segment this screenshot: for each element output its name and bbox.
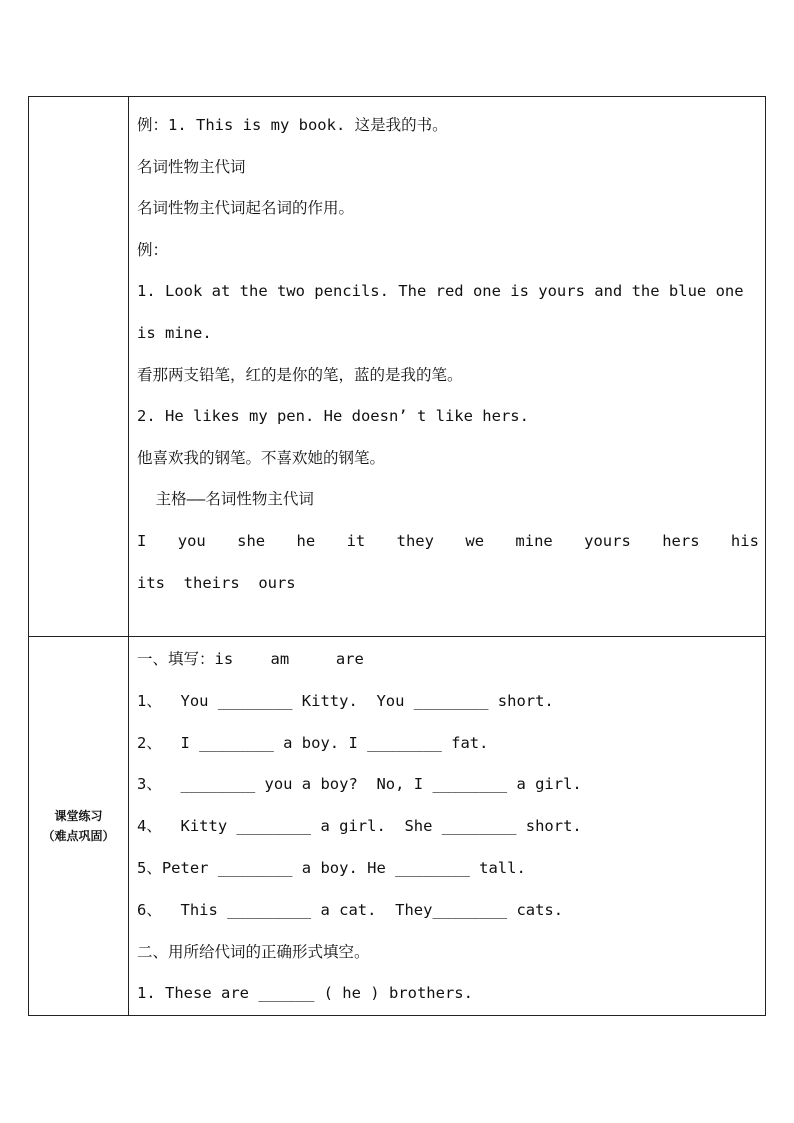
exercise-item-3: 3、 ________ you a boy? No, I ________ a girl. [137, 775, 582, 794]
exercise-item-6: 6、 This _________ a cat. They________ cats. [137, 900, 564, 919]
pronoun-word: yours [584, 531, 631, 550]
pronoun-word: he [296, 531, 316, 550]
practice-heading-1: 一、填写：is am are [137, 650, 364, 668]
practice-content [129, 637, 765, 1015]
pronoun-word: it [346, 531, 366, 550]
exercise-item-5: 5、Peter ________ a boy. He ________ tall. [137, 858, 526, 877]
example-line-2: 名词性物主代词 [137, 157, 246, 176]
pronoun-word: his [730, 531, 759, 550]
example-line-9: 他喜欢我的钢笔。不喜欢她的钢笔。 [137, 448, 386, 467]
example-row [29, 97, 766, 637]
pronoun-exercise-item-1: 1. These are ______ ( he ) brothers. [137, 984, 473, 1003]
example-content [129, 97, 765, 604]
pronoun-word: you [177, 531, 206, 550]
lesson-table [28, 96, 766, 1016]
pronoun-word: I [137, 531, 147, 550]
exercise-item-4: 4、 Kitty ________ a girl. She ________ short. [137, 817, 582, 836]
practice-label-subtitle: （难点巩固） [42, 829, 115, 844]
practice-heading-2: 二、用所给代词的正确形式填空。 [137, 942, 370, 961]
pronoun-word: hers [662, 531, 700, 550]
pronoun-word: we [465, 531, 485, 550]
example-line-8: 2. He likes my pen. He doesn’ t like hers. [137, 407, 529, 426]
example-line-1: 例：1. This is my book. 这是我的书。 [137, 116, 448, 134]
example-line-6: is mine. [137, 323, 212, 342]
example-content-cell [129, 97, 766, 637]
example-label-cell [29, 97, 129, 637]
practice-row [29, 637, 766, 1016]
pronoun-word-list [137, 521, 761, 563]
example-line-3: 名词性物主代词起名词的作用。 [137, 199, 355, 218]
example-line-10: 主格——名词性物主代词 [137, 490, 314, 509]
pronoun-word-list-continued: its theirs ours [137, 573, 296, 592]
example-line-7: 看那两支铅笔，红的是你的笔，蓝的是我的笔。 [137, 365, 463, 384]
pronoun-word: they [396, 531, 434, 550]
exercise-item-1: 1、 You ________ Kitty. You ________ short. [137, 691, 554, 710]
practice-content-cell [129, 637, 766, 1016]
practice-label-cell [29, 637, 129, 1016]
example-line-4: 例： [137, 240, 169, 259]
example-line-5: 1. Look at the two pencils. The red one is yours and the blue one [137, 282, 744, 301]
pronoun-word: she [237, 531, 266, 550]
pronoun-word: mine [515, 531, 553, 550]
practice-label-title: 课堂练习 [54, 809, 103, 824]
exercise-item-2: 2、 I ________ a boy. I ________ fat. [137, 733, 489, 752]
